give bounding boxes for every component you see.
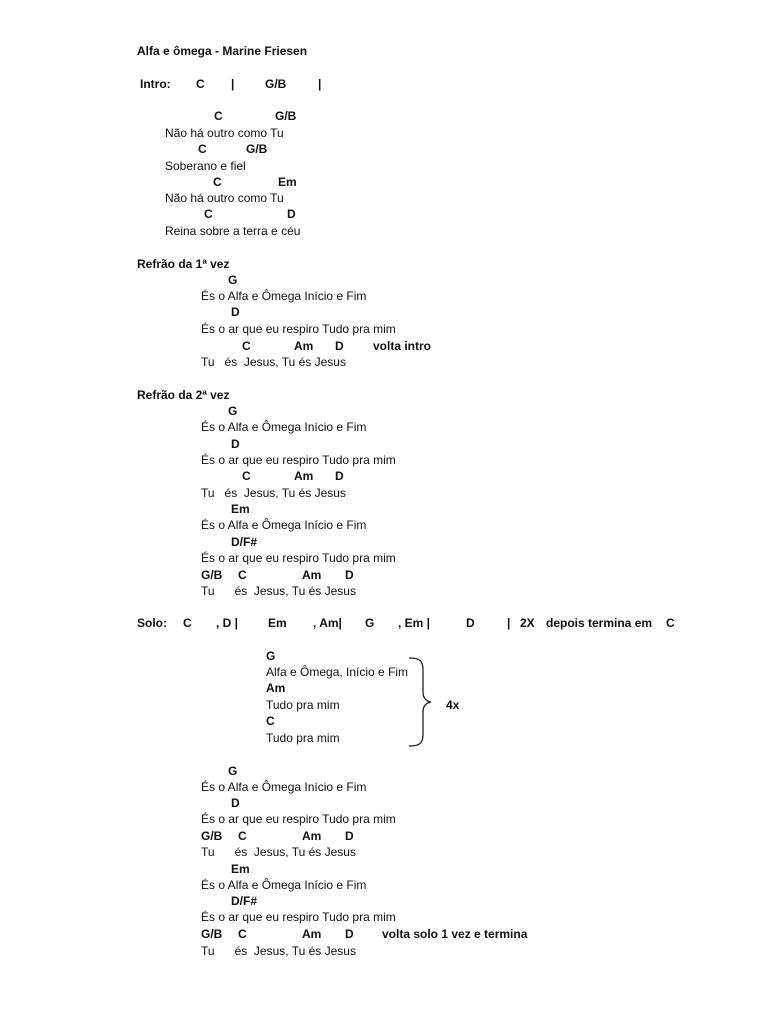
lyric-line: És o ar que eu respiro Tudo pra mim bbox=[201, 453, 396, 467]
chord: Am bbox=[302, 568, 322, 582]
chord: C bbox=[666, 616, 675, 630]
section-label: Refrão da 1ª vez bbox=[137, 257, 230, 271]
chord: G/B bbox=[246, 142, 268, 156]
intro-chord: C bbox=[196, 77, 205, 91]
chord: , Em | bbox=[398, 616, 431, 630]
chord: C bbox=[198, 142, 207, 156]
chord: C bbox=[242, 469, 251, 483]
lyric-line: És o Alfa e Ômega Início e Fim bbox=[201, 289, 367, 303]
chord: Am bbox=[294, 339, 314, 353]
lyric-line: Alfa e Ômega, Início e Fim bbox=[266, 665, 409, 679]
chord: D/F# bbox=[231, 535, 258, 549]
chord: G/B bbox=[201, 829, 223, 843]
lyric-line: Tudo pra mim bbox=[266, 698, 340, 712]
instruction-note: depois termina em bbox=[546, 616, 653, 630]
chord: G bbox=[266, 649, 276, 663]
lyric-line: És o ar que eu respiro Tudo pra mim bbox=[201, 551, 396, 565]
chord: Am bbox=[302, 927, 322, 941]
chord: , D | bbox=[216, 616, 239, 630]
chord: C bbox=[242, 339, 251, 353]
chord: C bbox=[238, 829, 247, 843]
chord: G bbox=[228, 273, 238, 287]
chord: D bbox=[231, 305, 240, 319]
instruction-note: volta intro bbox=[373, 339, 432, 353]
chord: Em bbox=[231, 502, 250, 516]
chord: G/B bbox=[201, 927, 223, 941]
chord: G/B bbox=[275, 109, 297, 123]
chord: , Am| bbox=[313, 616, 342, 630]
chord: Em bbox=[278, 175, 297, 189]
intro-chord: G/B bbox=[265, 77, 287, 91]
lyric-line: És o ar que eu respiro Tudo pra mim bbox=[201, 910, 396, 924]
chord: C bbox=[183, 616, 192, 630]
chord: G bbox=[228, 764, 238, 778]
chord: Am bbox=[302, 829, 322, 843]
chord: C bbox=[266, 714, 275, 728]
bar-line: | bbox=[507, 616, 511, 630]
intro-label: Intro: bbox=[140, 77, 171, 91]
lyric-line: Tudo pra mim bbox=[266, 731, 340, 745]
chord: D bbox=[287, 207, 296, 221]
chord: D bbox=[231, 796, 240, 810]
chord: C bbox=[204, 207, 213, 221]
chord: D bbox=[345, 829, 354, 843]
chord: C bbox=[214, 109, 223, 123]
lyric-line: És o ar que eu respiro Tudo pra mim bbox=[201, 812, 396, 826]
lyric-line: És o ar que eu respiro Tudo pra mim bbox=[201, 322, 396, 336]
lyric-line: Soberano e fiel bbox=[165, 159, 246, 173]
chord: C bbox=[238, 927, 247, 941]
song-title: Alfa e ômega - Marine Friesen bbox=[137, 44, 308, 58]
chord: D/F# bbox=[231, 894, 258, 908]
lyric-line: És o Alfa e Ômega Início e Fim bbox=[201, 780, 367, 794]
chord: D bbox=[345, 568, 354, 582]
lyric-line: Não há outro como Tu bbox=[165, 191, 284, 205]
repeat-count: 4x bbox=[446, 698, 460, 712]
lyric-line: És o Alfa e Ômega Início e Fim bbox=[201, 420, 367, 434]
lyric-line: Tu és Jesus, Tu és Jesus bbox=[201, 845, 356, 859]
chord: Am bbox=[266, 681, 286, 695]
chord: Em bbox=[268, 616, 287, 630]
chord: Em bbox=[231, 862, 250, 876]
lyric-line: És o Alfa e Ômega Início e Fim bbox=[201, 518, 367, 532]
solo-label: Solo: bbox=[137, 616, 167, 630]
chord: Am bbox=[294, 469, 314, 483]
chord: G bbox=[228, 404, 238, 418]
lyric-line: Tu és Jesus, Tu és Jesus bbox=[201, 944, 356, 958]
chord: G/B bbox=[201, 568, 223, 582]
chord: D bbox=[335, 469, 344, 483]
lyric-line: Reina sobre a terra e céu bbox=[165, 224, 301, 238]
chord: D bbox=[335, 339, 344, 353]
lyric-line: Tu és Jesus, Tu és Jesus bbox=[201, 355, 346, 369]
lyric-line: Tu és Jesus, Tu és Jesus bbox=[201, 486, 346, 500]
chord: D bbox=[345, 927, 354, 941]
lyric-line: Tu és Jesus, Tu és Jesus bbox=[201, 584, 356, 598]
section-label: Refrão da 2ª vez bbox=[137, 388, 230, 402]
chord: D bbox=[231, 437, 240, 451]
intro-bar: | bbox=[318, 77, 322, 91]
chord: C bbox=[238, 568, 247, 582]
intro-bar: | bbox=[231, 77, 235, 91]
repeat-count: 2X bbox=[520, 616, 535, 630]
chord: G bbox=[365, 616, 375, 630]
right-brace-icon bbox=[405, 656, 435, 748]
lyric-line: Não há outro como Tu bbox=[165, 126, 284, 140]
chord: D bbox=[466, 616, 475, 630]
instruction-note: volta solo 1 vez e termina bbox=[382, 927, 528, 941]
chord: C bbox=[213, 175, 222, 189]
lyric-line: És o Alfa e Ômega Início e Fim bbox=[201, 878, 367, 892]
